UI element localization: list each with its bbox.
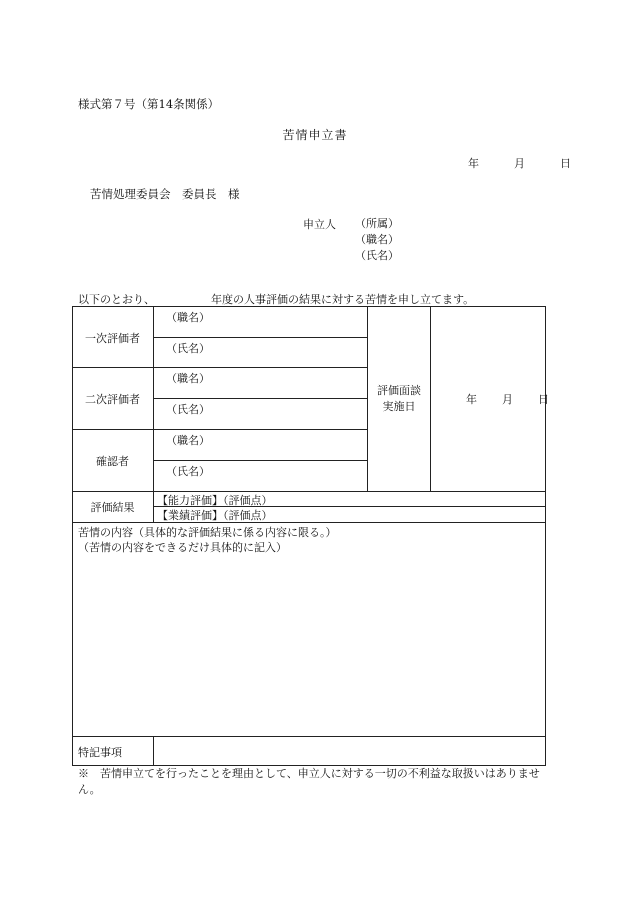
- submission-date: [468, 155, 571, 171]
- intro-after: 年度の人事評価の結果に対する苦情を申し立てます。: [211, 293, 475, 306]
- applicant-name-field[interactable]: （氏名）: [355, 249, 399, 262]
- results-label: 評価結果: [90, 501, 135, 514]
- interview-date-label: [368, 383, 430, 415]
- first-evaluator-position-field[interactable]: （職名）: [166, 311, 210, 324]
- interview-label-line2: 実施日: [382, 400, 416, 413]
- applicant-label: 申立人: [303, 218, 336, 231]
- interview-day: 日: [538, 393, 549, 406]
- form-number: 様式第７号（第14条関係）: [78, 97, 220, 111]
- first-evaluator-label: 一次評価者: [85, 332, 140, 345]
- remarks-field[interactable]: [155, 738, 543, 764]
- date-day-label: 日: [560, 157, 571, 170]
- complaint-line2: （苦情の内容をできるだけ具体的に記入）: [78, 541, 287, 554]
- complaint-content-area[interactable]: [78, 525, 538, 733]
- confirmer-name-field[interactable]: （氏名）: [166, 465, 210, 478]
- applicant-affiliation-field[interactable]: （所属）: [355, 217, 399, 230]
- intro-before: 以下のとおり、: [78, 293, 155, 306]
- date-year-label: 年: [468, 157, 479, 170]
- interview-month: 月: [502, 393, 513, 406]
- complaint-line1: 苦情の内容（具体的な評価結果に係る内容に限る。）: [78, 526, 337, 539]
- performance-evaluation-field[interactable]: 【業績評価】（評価点）: [157, 509, 273, 522]
- remarks-label: 特記事項: [78, 746, 122, 759]
- applicant-fields: [355, 216, 399, 264]
- second-evaluator-position-field[interactable]: （職名）: [166, 372, 210, 385]
- confirmer-position-field[interactable]: （職名）: [166, 434, 210, 447]
- date-month-label: 月: [514, 157, 525, 170]
- second-evaluator-label: 二次評価者: [85, 393, 140, 406]
- applicant-position-field[interactable]: （職名）: [355, 233, 399, 246]
- second-evaluator-name-field[interactable]: （氏名）: [166, 403, 210, 416]
- page-title: 苦情申立書: [282, 128, 348, 142]
- interview-label-line1: 評価面談: [377, 384, 421, 397]
- addressee: 苦情処理委員会 委員長 様: [90, 187, 240, 201]
- intro-sentence: [78, 291, 474, 307]
- ability-evaluation-field[interactable]: 【能力評価】（評価点）: [157, 494, 273, 507]
- interview-year: 年: [466, 393, 477, 406]
- footnote: ※ 苦情申立てを行ったことを理由として、申立人に対する一切の不利益な取扱いはありません。: [78, 767, 540, 796]
- confirmer-label: 確認者: [96, 455, 129, 468]
- interview-date-field[interactable]: [466, 391, 549, 407]
- first-evaluator-name-field[interactable]: （氏名）: [166, 342, 210, 355]
